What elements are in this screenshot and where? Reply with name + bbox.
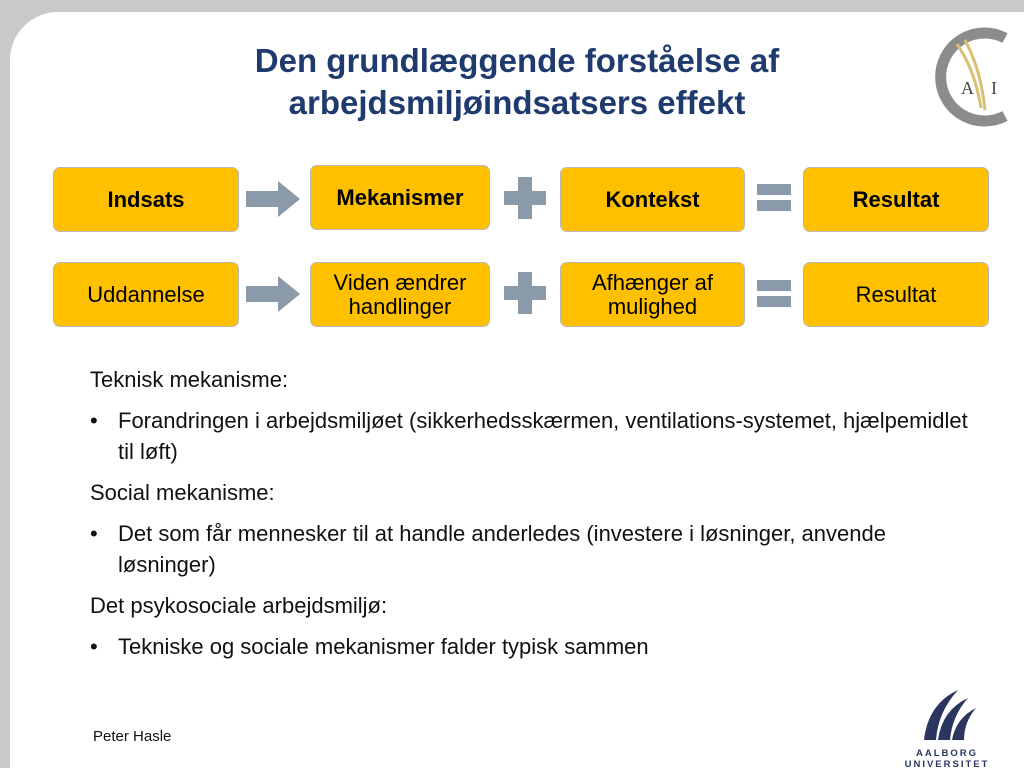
arrow-icon (246, 274, 302, 314)
bullet-icon: • (90, 634, 98, 659)
heading-social: Social mekanisme: (90, 480, 275, 505)
bullet-item (90, 518, 970, 580)
flow-box-label: Viden ændrer handlinger (333, 269, 467, 319)
footer-author: Peter Hasle (93, 728, 172, 745)
cai-logo-icon (935, 20, 1019, 132)
flow-box-label: Mekanismer (336, 184, 464, 210)
bullet-text: Det som får mennesker til at handle anderledes (investere i løsninger, anvende løsninger) (118, 521, 886, 577)
heading-psykosocial: Det psykosociale arbejdsmiljø: (90, 593, 388, 618)
aau-wave-icon (872, 684, 1022, 748)
bullet-icon: • (90, 408, 98, 433)
slide (10, 12, 1024, 768)
bullet-icon: • (90, 521, 98, 546)
flow-box-mekanismer (310, 165, 490, 230)
flow-box-uddannelse (53, 262, 239, 327)
equals-icon (756, 278, 792, 310)
flow-box-resultat-2 (803, 262, 989, 327)
bullet-text: Forandringen i arbejdsmiljøet (sikkerhedsskærmen, ventilations-systemet, hjælpemidlet til løft) (118, 408, 968, 464)
heading-teknisk: Teknisk mekanisme: (90, 367, 289, 392)
flow-box-viden (310, 262, 490, 327)
title-line-2: arbejdsmiljøindsatsers effekt (288, 84, 746, 121)
plus-icon (502, 270, 548, 316)
bullet-item (90, 405, 970, 467)
flow-box-resultat (803, 167, 989, 232)
flow-box-label: Uddannelse (87, 281, 205, 307)
title-line-1: Den grundlæggende forståelse af (254, 42, 780, 79)
university-name: AALBORG UNIVERSITET (904, 748, 990, 768)
flow-box-indsats (53, 167, 239, 232)
flow-box-label: Afhænger af mulighed (591, 269, 714, 319)
aau-logo (872, 684, 1022, 768)
flow-box-label: Kontekst (605, 186, 700, 212)
bullet-item (90, 631, 970, 662)
flow-box-label: Resultat (852, 186, 940, 212)
arrow-icon (246, 179, 302, 219)
slide-title (10, 40, 1024, 124)
flow-box-afhaenger (560, 262, 745, 327)
equals-icon (756, 182, 792, 214)
flow-box-label: Indsats (107, 186, 185, 212)
logo-letter-a: A (961, 78, 974, 98)
flow-box-kontekst (560, 167, 745, 232)
content-list (90, 364, 970, 672)
flow-box-label: Resultat (855, 281, 937, 307)
bullet-text: Tekniske og sociale mekanismer falder typisk sammen (118, 634, 649, 659)
logo-letter-i: I (991, 78, 997, 98)
plus-icon (502, 175, 548, 221)
